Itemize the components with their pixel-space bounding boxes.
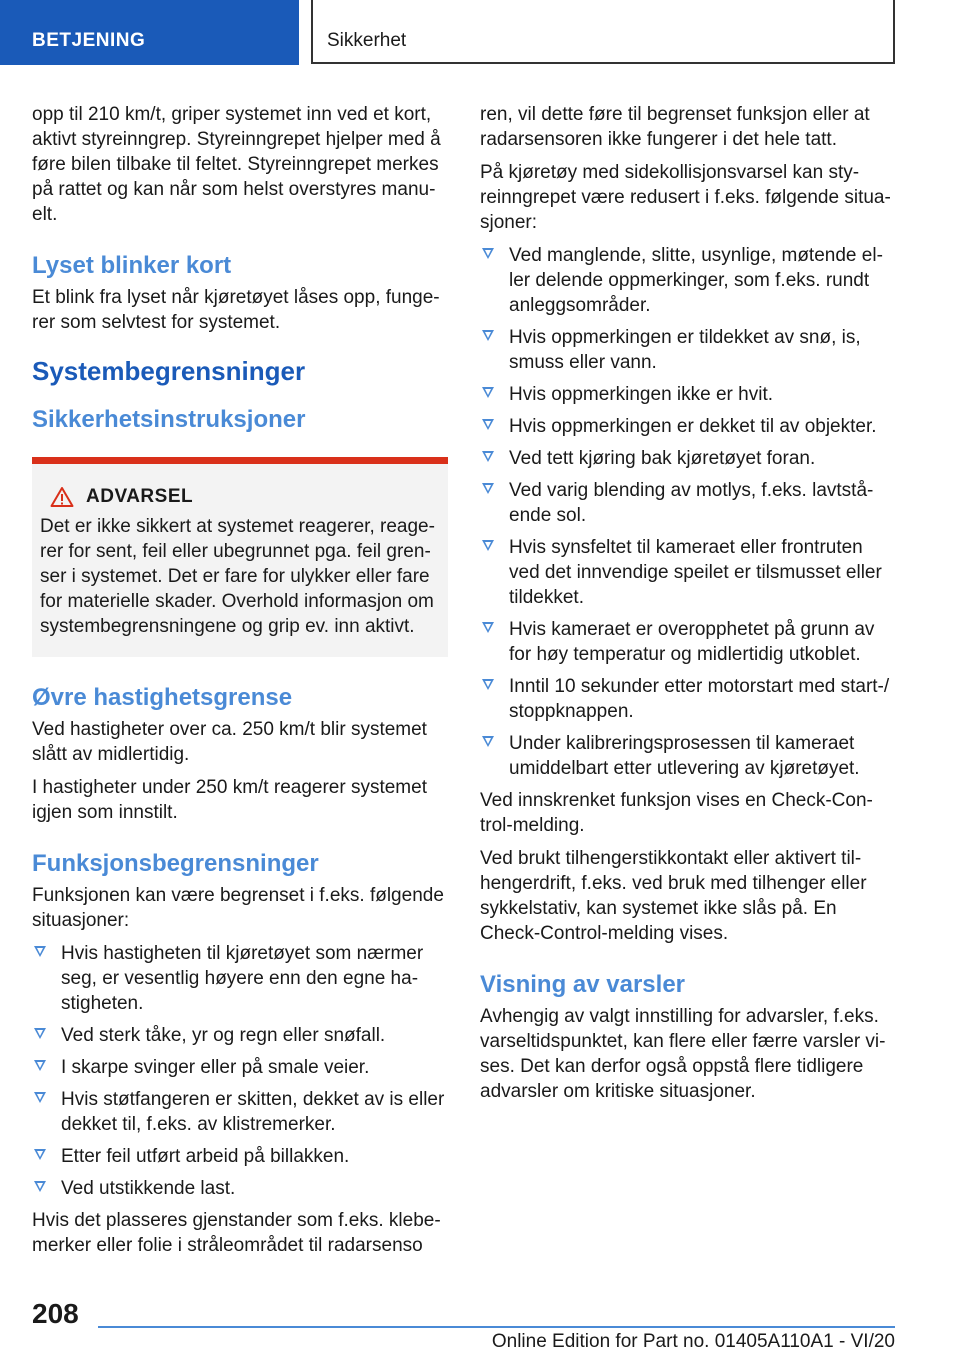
funk-outro: Hvis det plasseres gjenstander som f.eks. klebemerker eller folie i stråleområdet til radarsenso	[32, 1210, 441, 1256]
bullet-triangle-icon	[482, 622, 494, 633]
bullet-triangle-icon	[34, 1092, 46, 1103]
warning-text: Det er ikke sikkert at systemet reagerer, reagerer for sent, feil eller ubegrunnet pga. feil grenser i systemet. Det er fare for ulykker eller fare for materielle skader. Overhold informasjon om systembegrensningene og grip ev. inn aktivt.	[40, 516, 435, 637]
systembegrensninger-heading: Systembegrensninger	[32, 356, 306, 386]
chapter-tab: BETJENING	[0, 0, 299, 65]
page-number: 208	[32, 1298, 79, 1329]
lyset-paragraph: Et blink fra lyset når kjøretøyet låses opp, fungerer som selvtest for systemet.	[32, 287, 440, 333]
warning-title: ADVARSEL	[86, 486, 194, 507]
bullet-triangle-icon	[34, 1149, 46, 1160]
list-item: Hvis oppmerkingen er dekket til av objekter.	[480, 414, 896, 439]
ovre-paragraph-2: I hastigheter under 250 km/t reagerer systemet igjen som innstilt.	[32, 777, 427, 823]
side-list	[480, 243, 896, 781]
list-item: Under kalibreringsprosessen til kameraet umiddelbart etter utlevering av kjøretøyet.	[480, 731, 896, 781]
bullet-triangle-icon	[34, 946, 46, 957]
funk-list	[32, 941, 448, 1201]
warning-box	[32, 457, 448, 657]
bullet-triangle-icon	[482, 387, 494, 398]
list-item: Ved sterk tåke, yr og regn eller snøfall.	[32, 1023, 448, 1048]
left-column	[32, 102, 448, 1266]
list-item: Ved tett kjøring bak kjøretøyet foran.	[480, 446, 896, 471]
bullet-triangle-icon	[482, 248, 494, 259]
bullet-triangle-icon	[34, 1181, 46, 1192]
check-control-paragraph-1: Ved innskrenket funksjon vises en Check-Control-melding.	[480, 790, 873, 836]
list-item: Ved utstikkende last.	[32, 1176, 448, 1201]
list-item: Hvis støtfangeren er skitten, dekket av is eller dekket til, f.eks. av klistremerker.	[32, 1087, 448, 1137]
visning-heading: Visning av varsler	[480, 971, 686, 998]
list-item: Hvis oppmerkingen ikke er hvit.	[480, 382, 896, 407]
ovre-heading: Øvre hastighetsgrense	[32, 684, 293, 711]
list-item: Inntil 10 sekunder etter motorstart med start-/ stoppknappen.	[480, 674, 896, 724]
list-item: I skarpe svinger eller på smale veier.	[32, 1055, 448, 1080]
list-item: Hvis hastigheten til kjøretøyet som nærmer seg, er vesentlig høyere enn den egne hastigheten.	[32, 941, 448, 1016]
footer-divider	[98, 1326, 895, 1328]
sikkerhetsinstruksjoner-heading: Sikkerhetsinstruksjoner	[32, 406, 306, 433]
funksjonsbegrensninger-heading: Funksjonsbegrensninger	[32, 850, 319, 877]
bullet-triangle-icon	[482, 540, 494, 551]
bullet-triangle-icon	[34, 1028, 46, 1039]
bullet-triangle-icon	[482, 330, 494, 341]
lyset-heading: Lyset blinker kort	[32, 252, 232, 279]
bullet-triangle-icon	[482, 679, 494, 690]
list-item: Hvis kameraet er overopphetet på grunn av for høy temperatur og midlertidig utkoblet.	[480, 617, 896, 667]
side-intro: På kjøretøy med sidekollisjonsvarsel kan styreinngrepet være redusert i f.eks. følgende situasjoner:	[480, 162, 891, 233]
visning-paragraph: Avhengig av valgt innstilling for advarsler, f.eks. varseltidspunktet, kan flere eller færre varsler vises. Det kan derfor også oppstå flere tidligere advarsler om kritiske situasjoner.	[480, 1006, 886, 1102]
funk-intro: Funksjonen kan være begrenset i f.eks. følgende situasjoner:	[32, 885, 444, 931]
section-title: Sikkerhet	[311, 0, 895, 64]
bullet-triangle-icon	[482, 736, 494, 747]
list-item: Etter feil utført arbeid på billakken.	[32, 1144, 448, 1169]
list-item: Hvis oppmerkingen er tildekket av snø, is, smuss eller vann.	[480, 325, 896, 375]
list-item: Ved manglende, slitte, usynlige, møtende eller delende oppmerkinger, som f.eks. rundt anleggsområder.	[480, 243, 896, 318]
intro-paragraph: opp til 210 km/t, griper systemet inn ved et kort, aktivt styreinngrep. Styreinngrepet hjelper med å føre bilen tilbake til feltet. Styreinngrepet merkes på rattet og kan når som helst overstyres manuelt.	[32, 104, 441, 225]
list-item: Ved varig blending av motlys, f.eks. lavtstående sol.	[480, 478, 896, 528]
continuation-paragraph: ren, vil dette føre til begrenset funksjon eller at radarsensoren ikke fungerer i det hele tatt.	[480, 104, 870, 150]
list-item: Hvis synsfeltet til kameraet eller frontruten ved det innvendige speilet er tilsmusset eller tildekket.	[480, 535, 896, 610]
footer-edition: Online Edition for Part no. 01405A110A1 - VI/20	[491, 1331, 895, 1352]
bullet-triangle-icon	[34, 1060, 46, 1071]
warning-triangle-icon	[50, 486, 74, 508]
bullet-triangle-icon	[482, 483, 494, 494]
right-column	[480, 102, 896, 1112]
bullet-triangle-icon	[482, 419, 494, 430]
check-control-paragraph-2: Ved brukt tilhengerstikkontakt eller aktivert tilhengerdrift, f.eks. ved bruk med tilhenger eller sykkelstativ, kan systemet ikke slås på. En Check-Control-melding vises.	[480, 848, 867, 944]
ovre-paragraph-1: Ved hastigheter over ca. 250 km/t blir systemet slått av midlertidig.	[32, 719, 427, 765]
bullet-triangle-icon	[482, 451, 494, 462]
